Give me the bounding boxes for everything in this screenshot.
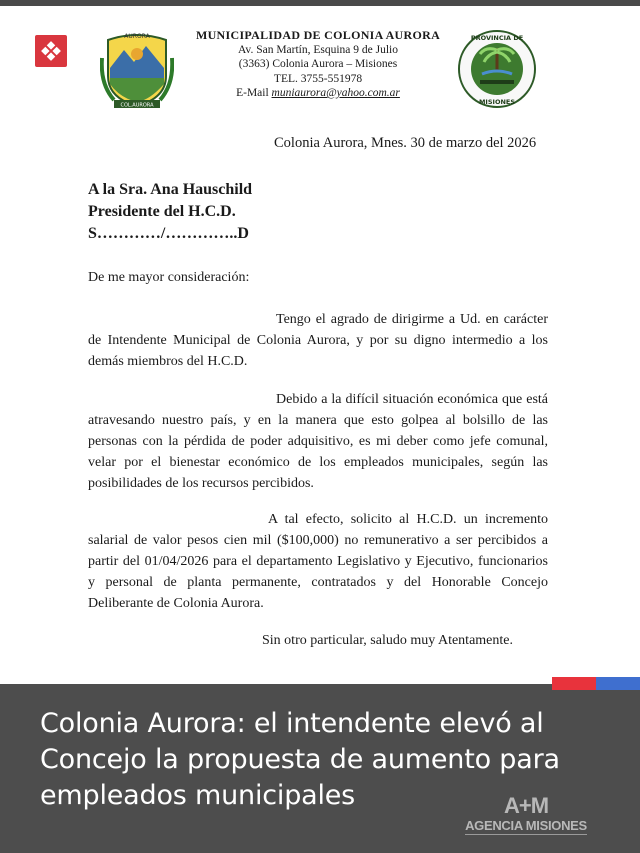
accent-blue	[596, 677, 640, 690]
letterhead-email: muniaurora@yahoo.com.ar	[271, 87, 400, 99]
accent-red	[552, 677, 596, 690]
letterhead-phone: TEL. 3755-551978	[273, 72, 363, 85]
letter-date: Colonia Aurora, Mnes. 30 de marzo del 2026	[274, 135, 537, 151]
accent-bar	[552, 677, 640, 690]
crest-left-bottom-text: COL.AURORA	[120, 102, 154, 109]
letter-document	[0, 6, 640, 684]
recipient-block	[88, 179, 252, 245]
paragraph-2	[88, 389, 548, 494]
recipient-name: A la Sra. Ana Hauschild	[88, 181, 253, 198]
municipal-crest-icon	[100, 28, 174, 110]
crest-left-top-text: AURORA	[124, 33, 150, 40]
letterhead-address: Av. San Martín, Esquina 9 de Julio	[237, 43, 399, 56]
recipient-sd: S…………/…………..D	[88, 225, 249, 242]
letterhead-email-row	[180, 86, 456, 101]
closing-line: Sin otro particular, saludo muy Atentamente.	[262, 633, 513, 648]
paragraph-3-text: A tal efecto, solicito al H.C.D. un incremento salarial de valor pesos cien mil ($100,000) no remunerativo a ser percibidos a partir del 01/04/2026 para el departamento Legislativo y Ejecutivo, funcionarios y personal de planta permanente, contratados y del Honorable Concejo Deliberante de Colonia Aurora.	[88, 512, 548, 611]
letterhead-city: (3363) Colonia Aurora – Misiones	[238, 58, 398, 70]
article-headline[interactable]: Colonia Aurora: el intendente elevó al Concejo la propuesta de aumento para empleados municipales	[40, 708, 560, 811]
paragraph-1-text: Tengo el agrado de dirigirme a Ud. en carácter de Intendente Municipal de Colonia Aurora, y por su digno intermedio a los demás miembros del H.C.D.	[88, 312, 548, 369]
paragraph-2-text: Debido a la difícil situación económica que está atravesando nuestro país, y en la manera que esto golpea al bolsillo de las personas con la pérdida de poder adquisitivo, es mi deber como jefe comunal, velar por el bienestar económico de los empleados municipales, según las posibilidades de los recursos percibidos.	[88, 392, 548, 491]
letterhead	[180, 28, 456, 101]
paragraph-3	[88, 509, 548, 614]
paragraph-1	[88, 309, 548, 372]
crest-right-top-text: PROVINCIA DE	[470, 34, 524, 42]
agency-name: AGENCIA MISIONES	[465, 818, 587, 833]
agency-logo[interactable]	[460, 795, 592, 835]
site-logo-icon[interactable]	[35, 35, 67, 67]
province-crest-icon	[456, 28, 538, 110]
letterhead-title: MUNICIPALIDAD DE COLONIA AURORA	[195, 28, 441, 42]
recipient-title: Presidente del H.C.D.	[88, 203, 236, 220]
salutation: De me mayor consideración:	[88, 270, 250, 285]
crest-right-bottom-text: MISIONES	[478, 98, 516, 106]
agency-mark: A+M	[503, 793, 549, 818]
letterhead-email-label: E-Mail	[236, 87, 269, 99]
